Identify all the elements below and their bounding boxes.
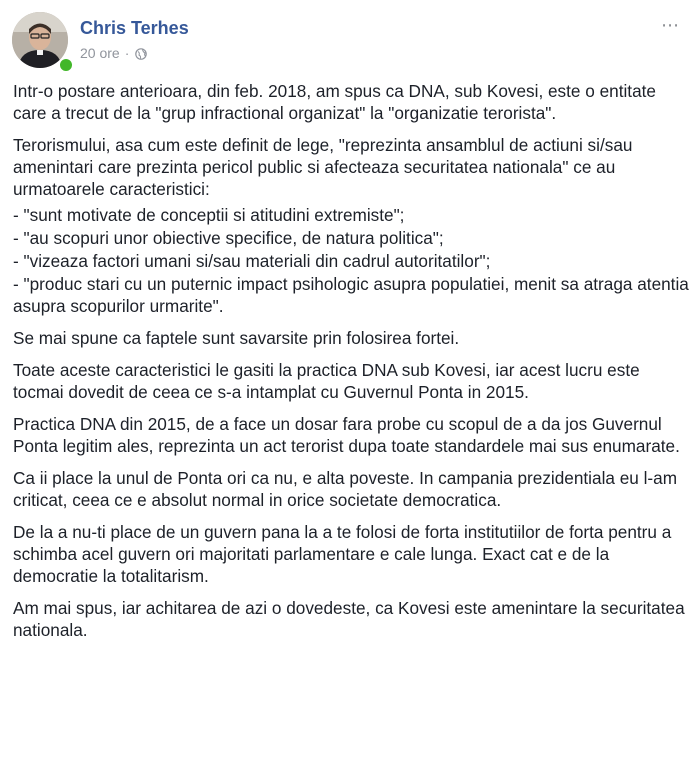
post-paragraph: - "au scopuri unor obiective specifice, de natura politica";: [13, 228, 444, 248]
post-paragraph: Toate aceste caracteristici le gasiti la practica DNA sub Kovesi, iar acest lucru este tocmai dovedit de ceea ce s-a intamplat cu Guvernul Ponta in 2015.: [13, 360, 640, 402]
post-paragraph: - "sunt motivate de conceptii si atitudini extremiste";: [13, 205, 405, 225]
online-status-indicator: [58, 57, 74, 73]
more-options-icon[interactable]: ⋯: [661, 15, 680, 35]
post-paragraph: - "vizeaza factori umani si/sau materiali din cadrul autoritatilor";: [13, 251, 491, 271]
post-paragraph: Terorismului, asa cum este definit de lege, "reprezinta ansamblul de actiuni si/sau amenintari care prezinta pericol public si afecteaza securitatea nationala" ce au urmatoarele caracteristici:: [13, 135, 633, 199]
meta-separator: ·: [124, 45, 130, 61]
post-paragraph: Ca ii place la unul de Ponta ori ca nu, e alta poveste. In campania prezidentiala eu l-am criticat, ceea ce e absolut normal in orice societate democratica.: [13, 468, 678, 510]
post-body: [13, 80, 689, 651]
post-timestamp[interactable]: 20 ore: [80, 45, 120, 61]
post-meta: [80, 45, 147, 61]
post-paragraph: Practica DNA din 2015, de a face un dosar fara probe cu scopul de a da jos Guvernul Ponta legitim ales, reprezinta un act terorist dupa toate standardele mai sus enumarate.: [13, 414, 680, 456]
post-paragraph: - "produc stari cu un puternic impact psihologic asupra populatiei, menit sa atraga atentia asupra scopurilor urmarite".: [13, 274, 689, 316]
post-paragraph: Se mai spune ca faptele sunt savarsite prin folosirea fortei.: [13, 328, 460, 348]
author-name[interactable]: Chris Terhes: [80, 18, 189, 38]
post-paragraph: De la a nu-ti place de un guvern pana la a te folosi de forta institutiilor de forta pentru a schimba acel guvern ori majoritati parlamentare e cale lunga. Exact cat e de la democratie la totalitarism.: [13, 522, 672, 586]
post-header: [12, 12, 682, 72]
post-paragraph: Am mai spus, iar achitarea de azi o dovedeste, ca Kovesi este amenintare la securitatea nationala.: [13, 598, 685, 640]
globe-icon[interactable]: [135, 47, 147, 59]
post-paragraph: Intr-o postare anterioara, din feb. 2018, am spus ca DNA, sub Kovesi, este o entitate care a trecut de la "grup infractional organizat" la "organizatie terorista".: [13, 81, 656, 123]
